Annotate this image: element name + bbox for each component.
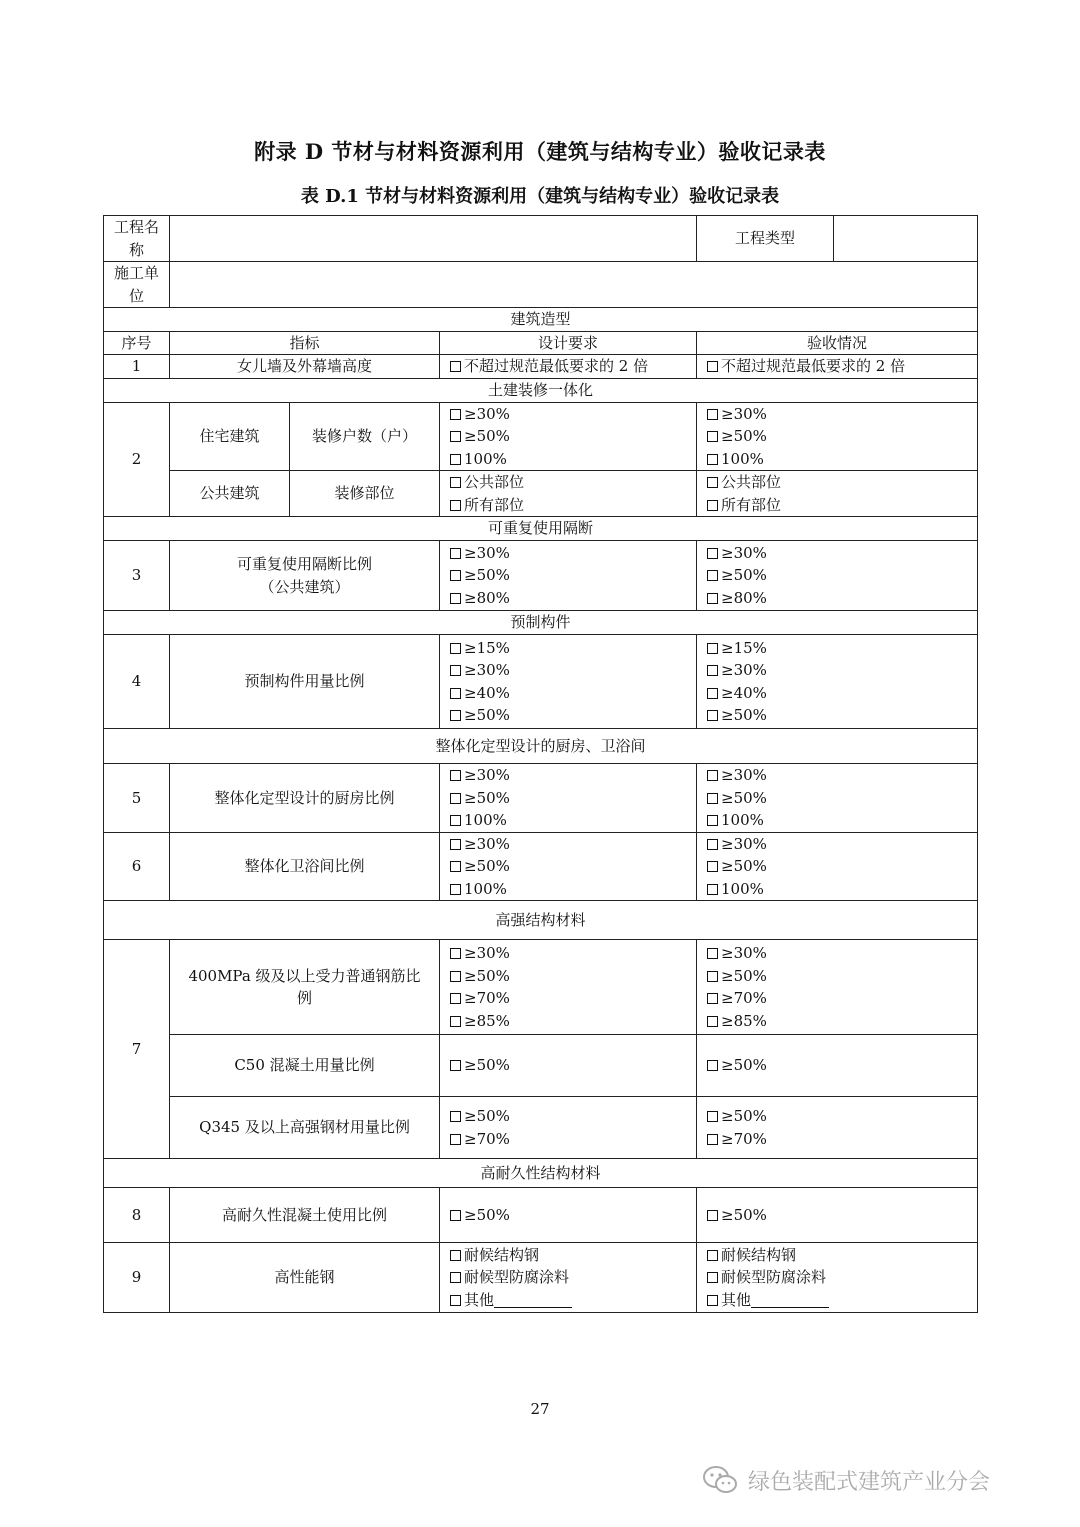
checkbox-label: ≥80%: [721, 588, 767, 607]
checkbox-label: ≥50%: [464, 706, 510, 724]
checkbox-icon[interactable]: [707, 570, 718, 581]
row-number: 7: [104, 940, 170, 1159]
checkbox-option[interactable]: [450, 1010, 692, 1033]
checkbox-icon[interactable]: [707, 948, 718, 959]
checkbox-option[interactable]: [707, 403, 973, 426]
acceptance-options: [697, 1035, 978, 1097]
checkbox-option[interactable]: [450, 1289, 692, 1312]
checkbox-icon[interactable]: [450, 861, 461, 872]
checkbox-label: ≥50%: [464, 1205, 510, 1224]
checkbox-option[interactable]: [707, 587, 973, 610]
checkbox-option[interactable]: [450, 987, 692, 1010]
checkbox-label: ≥30%: [721, 834, 767, 853]
checkbox-option[interactable]: [450, 1244, 692, 1267]
checkbox-icon[interactable]: [707, 643, 718, 654]
checkbox-icon[interactable]: [707, 665, 718, 676]
checkbox-icon[interactable]: [707, 1272, 718, 1283]
acceptance-options: [697, 541, 978, 611]
checkbox-label: 公共部位: [721, 473, 782, 491]
checkbox-label: ≥50%: [721, 857, 767, 875]
checkbox-label: 其他: [721, 1290, 752, 1309]
checkbox-icon[interactable]: [450, 500, 461, 511]
checkbox-icon[interactable]: [450, 770, 461, 781]
design-options: [440, 1243, 697, 1313]
checkbox-icon[interactable]: [450, 1295, 461, 1306]
project-name-label: 工程名称: [104, 216, 170, 262]
checkbox-label: ≥30%: [721, 661, 767, 679]
checkbox-icon[interactable]: [707, 548, 718, 559]
checkbox-label: ≥50%: [464, 1056, 510, 1075]
checkbox-icon[interactable]: [707, 1016, 718, 1027]
checkbox-icon[interactable]: [450, 971, 461, 982]
row-number: 5: [104, 764, 170, 833]
checkbox-option[interactable]: [707, 659, 973, 682]
checkbox-label: 不超过规范最低要求的 2 倍: [464, 357, 649, 376]
col-header-design: 设计要求: [440, 331, 697, 355]
checkbox-label: ≥50%: [721, 1056, 767, 1075]
acceptance-options: [697, 471, 978, 517]
checkbox-icon[interactable]: [707, 593, 718, 604]
checkbox-option[interactable]: [707, 1010, 973, 1033]
checkbox-option[interactable]: [450, 764, 692, 787]
checkbox-icon[interactable]: [450, 570, 461, 581]
checkbox-icon[interactable]: [450, 993, 461, 1004]
checkbox-label: ≥50%: [464, 427, 510, 445]
checkbox-option[interactable]: [450, 1105, 692, 1128]
checkbox-icon[interactable]: [707, 770, 718, 781]
checkbox-icon[interactable]: [450, 1111, 461, 1122]
checkbox-icon[interactable]: [450, 839, 461, 850]
checkbox-label: 耐候型防腐涂料: [464, 1268, 570, 1287]
indicator-category: 公共建筑: [170, 471, 290, 517]
checkbox-option[interactable]: [450, 682, 692, 705]
checkbox-option[interactable]: [707, 564, 973, 587]
checkbox-option[interactable]: [707, 987, 973, 1010]
checkbox-label: ≥50%: [464, 857, 510, 875]
checkbox-option[interactable]: [707, 787, 973, 810]
checkbox-option[interactable]: [450, 448, 692, 471]
checkbox-icon[interactable]: [450, 593, 461, 604]
checkbox-label: 耐候结构钢: [721, 1245, 797, 1264]
checkbox-option[interactable]: [707, 704, 973, 727]
checkbox-label: ≥50%: [721, 706, 767, 724]
checkbox-option[interactable]: [450, 1266, 692, 1289]
checkbox-label: ≥50%: [721, 1107, 767, 1125]
checkbox-option[interactable]: [707, 809, 973, 832]
checkbox-icon[interactable]: [450, 1060, 461, 1071]
checkbox-option[interactable]: [707, 1054, 973, 1077]
checkbox-icon[interactable]: [707, 793, 718, 804]
checkbox-icon[interactable]: [450, 793, 461, 804]
row-number: 3: [104, 541, 170, 611]
checkbox-label: 100%: [721, 811, 764, 829]
checkbox-option[interactable]: [707, 682, 973, 705]
row-number: 6: [104, 832, 170, 901]
checkbox-option[interactable]: [707, 965, 973, 988]
section-header: 建筑造型: [104, 308, 978, 332]
checkbox-label: 100%: [464, 879, 507, 898]
checkbox-label: ≥50%: [721, 788, 767, 807]
checkbox-label: ≥30%: [721, 766, 767, 784]
checkbox-icon[interactable]: [707, 993, 718, 1004]
checkbox-option[interactable]: [707, 471, 973, 494]
checkbox-label: ≥15%: [721, 638, 767, 657]
wechat-icon: [702, 1465, 738, 1495]
indicator-label: 女儿墙及外幕墙高度: [170, 355, 440, 379]
project-type-label: 工程类型: [697, 216, 834, 262]
checkbox-label: ≥30%: [464, 404, 510, 423]
checkbox-icon[interactable]: [450, 1272, 461, 1283]
project-name-field[interactable]: [170, 216, 697, 262]
acceptance-options: [697, 402, 978, 471]
checkbox-label: 耐候型防腐涂料: [721, 1268, 827, 1287]
checkbox-label: ≥50%: [464, 566, 510, 585]
checkbox-icon[interactable]: [450, 1210, 461, 1221]
checkbox-option[interactable]: [450, 587, 692, 610]
checkbox-icon[interactable]: [707, 500, 718, 511]
design-options: [440, 1188, 697, 1243]
checkbox-label: 所有部位: [721, 495, 782, 514]
row-number: 9: [104, 1243, 170, 1313]
checkbox-option[interactable]: [707, 1128, 973, 1151]
page-number: 27: [530, 1400, 550, 1418]
checkbox-icon[interactable]: [450, 948, 461, 959]
checkbox-icon[interactable]: [450, 431, 461, 442]
design-options: [440, 940, 697, 1035]
checkbox-option[interactable]: [450, 787, 692, 810]
checkbox-option[interactable]: [450, 542, 692, 565]
checkbox-icon[interactable]: [450, 710, 461, 721]
checkbox-label: ≥50%: [464, 788, 510, 807]
checkbox-label: ≥50%: [721, 566, 767, 585]
acceptance-options: [697, 832, 978, 901]
checkbox-icon[interactable]: [707, 1060, 718, 1071]
checkbox-icon[interactable]: [450, 643, 461, 654]
checkbox-option[interactable]: [450, 494, 692, 517]
checkbox-option[interactable]: [450, 659, 692, 682]
checkbox-label: ≥50%: [721, 966, 767, 985]
checkbox-option[interactable]: [450, 855, 692, 878]
checkbox-label: ≥40%: [721, 683, 767, 702]
checkbox-option[interactable]: [450, 833, 692, 856]
checkbox-icon[interactable]: [450, 884, 461, 895]
project-type-field[interactable]: [834, 216, 978, 262]
checkbox-label: ≥50%: [721, 427, 767, 445]
design-options: [440, 541, 697, 611]
indicator-label: 可重复使用隔断比例 （公共建筑）: [170, 541, 440, 611]
section-header: 可重复使用隔断: [104, 517, 978, 541]
section-header: 高耐久性结构材料: [104, 1159, 978, 1188]
checkbox-label: ≥80%: [464, 588, 510, 607]
checkbox-label: 所有部位: [464, 495, 525, 514]
checkbox-icon[interactable]: [707, 361, 718, 372]
col-header-no: 序号: [104, 331, 170, 355]
checkbox-option[interactable]: [707, 542, 973, 565]
table-title: 表 D.1 节材与材料资源利用（建筑与结构专业）验收记录表: [300, 186, 780, 207]
checkbox-option[interactable]: [707, 1266, 973, 1289]
col-header-acceptance: 验收情况: [697, 331, 978, 355]
checkbox-option[interactable]: [450, 403, 692, 426]
checkbox-label: ≥15%: [464, 638, 510, 657]
design-options: [440, 1035, 697, 1097]
design-options: [440, 635, 697, 729]
indicator-label: 400MPa 级及以上受力普通钢筋比 例: [170, 940, 440, 1035]
checkbox-icon[interactable]: [707, 815, 718, 826]
col-header-indicator: 指标: [170, 331, 440, 355]
design-options: [440, 355, 697, 379]
checkbox-label: 公共部位: [464, 473, 525, 491]
watermark-text: 绿色装配式建筑产业分会: [748, 1469, 991, 1495]
checkbox-icon[interactable]: [450, 665, 461, 676]
checkbox-label: 100%: [464, 811, 507, 829]
checkbox-label: ≥30%: [721, 404, 767, 423]
checkbox-label: ≥30%: [464, 944, 510, 962]
checkbox-label: ≥50%: [464, 1107, 510, 1125]
checkbox-option[interactable]: [450, 471, 692, 494]
checkbox-label: ≥70%: [721, 1129, 767, 1148]
checkbox-icon[interactable]: [450, 454, 461, 465]
fill-in-blank[interactable]: [494, 1293, 572, 1308]
indicator-label: C50 混凝土用量比例: [170, 1035, 440, 1097]
checkbox-icon[interactable]: [707, 688, 718, 699]
row-number: 1: [104, 355, 170, 379]
row-number: 2: [104, 402, 170, 517]
row-number: 4: [104, 635, 170, 729]
checkbox-option[interactable]: [450, 637, 692, 660]
checkbox-option[interactable]: [707, 878, 973, 901]
checkbox-label: 100%: [721, 449, 764, 468]
checkbox-icon[interactable]: [707, 710, 718, 721]
section-header: 高强结构材料: [104, 901, 978, 940]
checkbox-option[interactable]: [450, 1204, 692, 1227]
checkbox-label: ≥70%: [721, 989, 767, 1007]
checkbox-icon[interactable]: [450, 1016, 461, 1027]
checkbox-icon[interactable]: [707, 884, 718, 895]
checkbox-label: ≥50%: [464, 966, 510, 985]
acceptance-options: [697, 764, 978, 833]
section-header: 整体化定型设计的厨房、卫浴间: [104, 729, 978, 764]
acceptance-options: [697, 940, 978, 1035]
design-options: [440, 402, 697, 471]
checkbox-option[interactable]: [450, 564, 692, 587]
checkbox-label: ≥30%: [464, 661, 510, 679]
checkbox-option[interactable]: [450, 809, 692, 832]
indicator-sub: 装修部位: [290, 471, 440, 517]
checkbox-label: ≥30%: [464, 766, 510, 784]
checkbox-label: ≥85%: [721, 1011, 767, 1030]
design-options: [440, 764, 697, 833]
checkbox-label: ≥70%: [464, 989, 510, 1007]
checkbox-icon[interactable]: [707, 1250, 718, 1261]
checkbox-option[interactable]: [707, 425, 973, 448]
checkbox-icon[interactable]: [450, 1250, 461, 1261]
checkbox-option[interactable]: [450, 425, 692, 448]
checkbox-icon[interactable]: [450, 477, 461, 488]
fill-in-blank[interactable]: [751, 1293, 829, 1308]
page-title: 附录 D 节材与材料资源利用（建筑与结构专业）验收记录表: [254, 139, 826, 164]
watermark: [702, 1462, 990, 1498]
checkbox-icon[interactable]: [707, 839, 718, 850]
checkbox-option[interactable]: [707, 1244, 973, 1267]
checkbox-option[interactable]: [707, 1204, 973, 1227]
checkbox-label: 其他: [464, 1290, 495, 1309]
acceptance-options: [697, 1188, 978, 1243]
checkbox-icon[interactable]: [450, 815, 461, 826]
acceptance-record-table: [103, 215, 978, 1313]
checkbox-label: ≥85%: [464, 1011, 510, 1030]
checkbox-option[interactable]: [450, 704, 692, 727]
acceptance-options: [697, 1097, 978, 1159]
indicator-sub: 装修户数（户）: [290, 402, 440, 471]
indicator-label: 整体化定型设计的厨房比例: [170, 764, 440, 833]
checkbox-option[interactable]: [707, 855, 973, 878]
checkbox-label: 耐候结构钢: [464, 1245, 540, 1264]
checkbox-icon[interactable]: [707, 861, 718, 872]
checkbox-icon[interactable]: [707, 1210, 718, 1221]
checkbox-option[interactable]: [450, 942, 692, 965]
acceptance-options: [697, 1243, 978, 1313]
indicator-category: 住宅建筑: [170, 402, 290, 471]
checkbox-label: 100%: [464, 449, 507, 468]
checkbox-icon[interactable]: [707, 1134, 718, 1145]
checkbox-label: ≥50%: [721, 1205, 767, 1224]
indicator-label: 高耐久性混凝土使用比例: [170, 1188, 440, 1243]
checkbox-option[interactable]: [707, 494, 973, 517]
indicator-label: 预制构件用量比例: [170, 635, 440, 729]
checkbox-icon[interactable]: [707, 431, 718, 442]
checkbox-icon[interactable]: [450, 361, 461, 372]
checkbox-option[interactable]: [450, 1054, 692, 1077]
checkbox-option[interactable]: [450, 965, 692, 988]
checkbox-icon[interactable]: [450, 688, 461, 699]
checkbox-label: 不超过规范最低要求的 2 倍: [721, 357, 906, 376]
unit-label: 施工单位: [104, 262, 170, 308]
checkbox-option[interactable]: [707, 448, 973, 471]
checkbox-label: ≥30%: [721, 944, 767, 962]
acceptance-options: [697, 635, 978, 729]
acceptance-options: [697, 355, 978, 379]
checkbox-option[interactable]: [707, 355, 973, 378]
checkbox-label: ≥30%: [721, 543, 767, 562]
checkbox-label: ≥30%: [464, 834, 510, 853]
checkbox-icon[interactable]: [450, 409, 461, 420]
checkbox-option[interactable]: [707, 833, 973, 856]
design-options: [440, 832, 697, 901]
indicator-label: 整体化卫浴间比例: [170, 832, 440, 901]
checkbox-icon[interactable]: [707, 454, 718, 465]
checkbox-icon[interactable]: [707, 1295, 718, 1306]
checkbox-label: 100%: [721, 879, 764, 898]
unit-field[interactable]: [170, 262, 978, 308]
checkbox-icon[interactable]: [707, 971, 718, 982]
row-number: 8: [104, 1188, 170, 1243]
checkbox-icon[interactable]: [707, 477, 718, 488]
section-header: 土建装修一体化: [104, 379, 978, 403]
checkbox-option[interactable]: [707, 942, 973, 965]
checkbox-option[interactable]: [450, 878, 692, 901]
indicator-label: Q345 及以上高强钢材用量比例: [170, 1097, 440, 1159]
checkbox-label: ≥40%: [464, 683, 510, 702]
design-options: [440, 1097, 697, 1159]
checkbox-icon[interactable]: [450, 548, 461, 559]
checkbox-icon[interactable]: [707, 409, 718, 420]
section-header: 预制构件: [104, 611, 978, 635]
indicator-label: 高性能钢: [170, 1243, 440, 1313]
checkbox-icon[interactable]: [707, 1111, 718, 1122]
checkbox-option[interactable]: [707, 764, 973, 787]
checkbox-label: ≥70%: [464, 1129, 510, 1148]
design-options: [440, 471, 697, 517]
checkbox-option[interactable]: [450, 355, 692, 378]
checkbox-option[interactable]: [450, 1128, 692, 1151]
checkbox-icon[interactable]: [450, 1134, 461, 1145]
checkbox-label: ≥30%: [464, 543, 510, 562]
checkbox-option[interactable]: [707, 1105, 973, 1128]
checkbox-option[interactable]: [707, 637, 973, 660]
checkbox-option[interactable]: [707, 1289, 973, 1312]
